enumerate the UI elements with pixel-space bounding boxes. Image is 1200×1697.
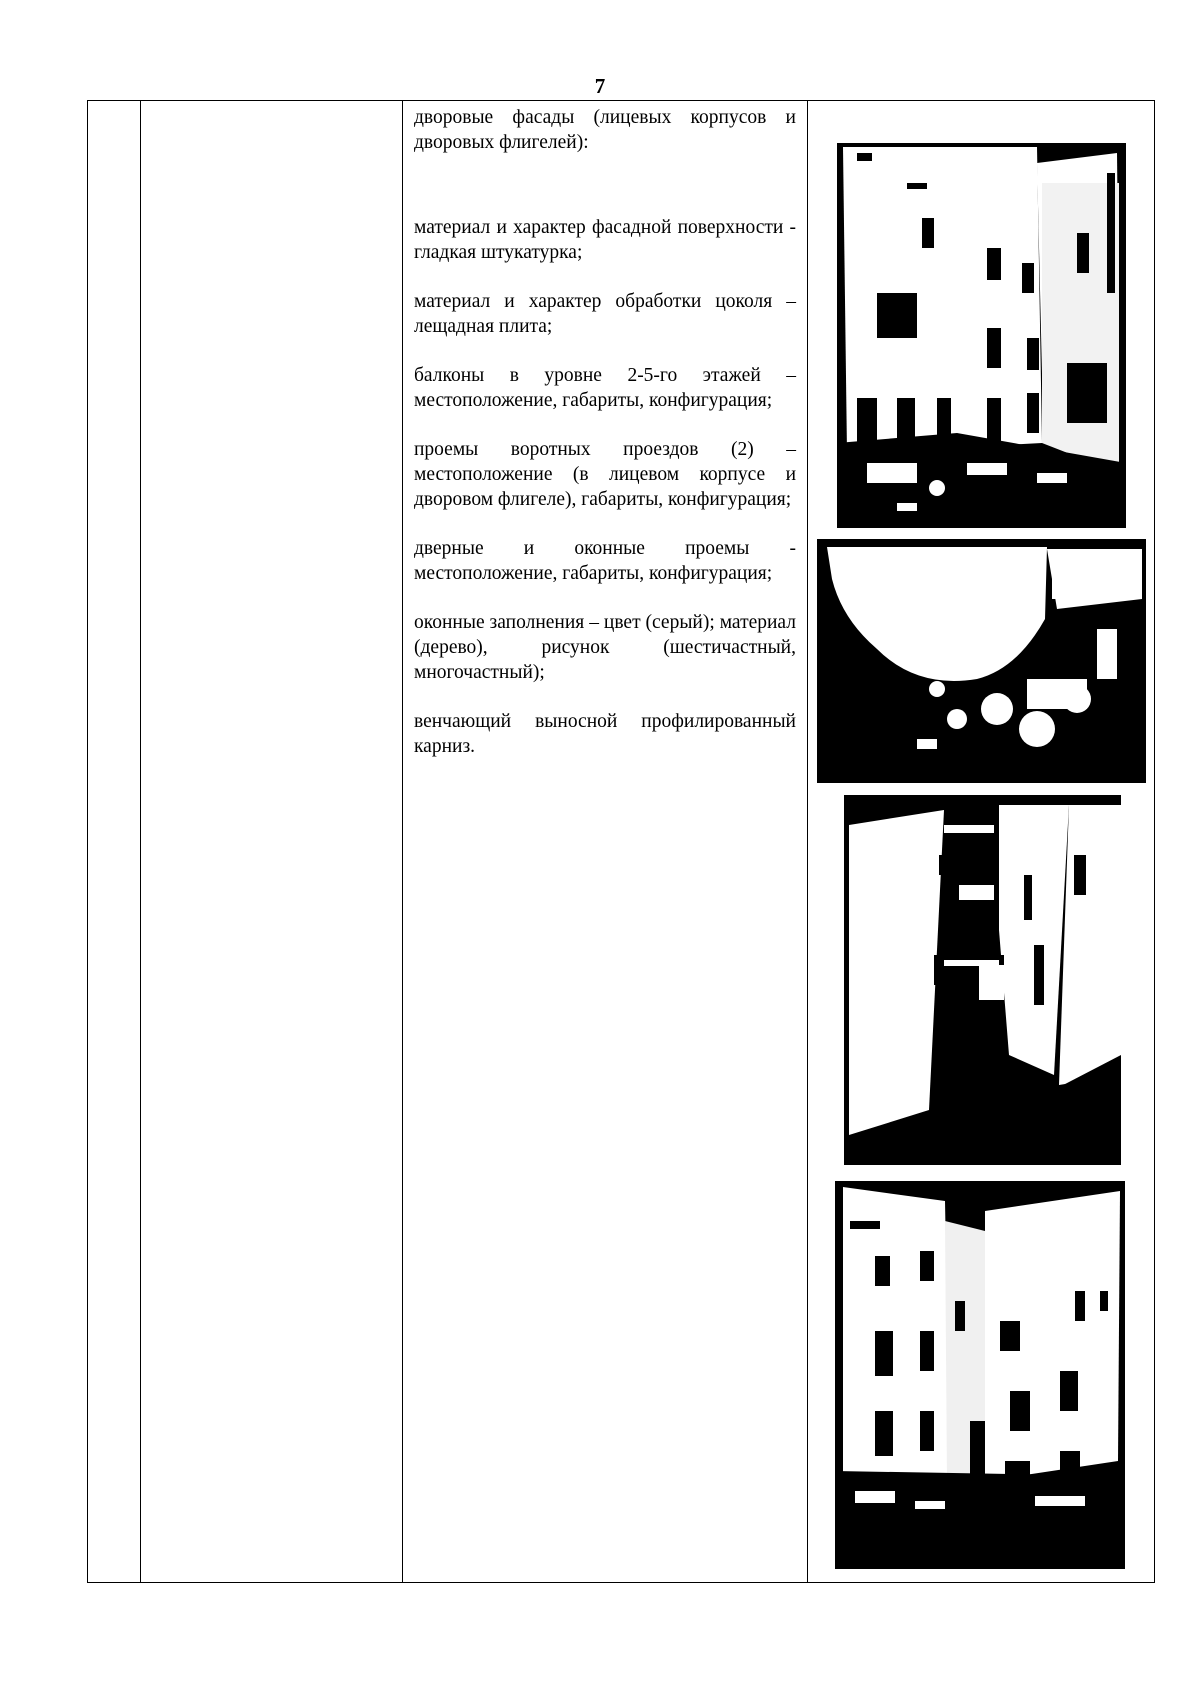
photo-courtyard-facade-1	[837, 143, 1126, 528]
document-table	[87, 100, 1155, 1583]
text-item: материал и характер фасадной поверхности - гладкая штукатурка;	[414, 217, 796, 263]
photo-courtyard-facade-2	[835, 1181, 1125, 1569]
page-number: 7	[594, 74, 606, 98]
text-item: материал и характер обработки цоколя – лещадная плита;	[414, 291, 796, 337]
text-item: балконы в уровне 2-5-го этажей – местоположение, габариты, конфигурация;	[414, 365, 796, 411]
text-item: дворовые фасады (лицевых корпусов и дворовых флигелей):	[414, 107, 796, 153]
text-item: венчающий выносной профилированный карниз.	[414, 711, 796, 757]
photo-courtyard-sky	[817, 539, 1146, 783]
text-item: проемы воротных проездов (2) – местоположение (в лицевом корпусе и дворовом флигеле), габариты, конфигурация;	[414, 439, 796, 510]
column-divider	[402, 101, 403, 1582]
description-column	[414, 101, 796, 783]
photo-courtyard-balconies	[844, 795, 1121, 1165]
text-item: дверные и оконные проемы - местоположение, габариты, конфигурация;	[414, 538, 796, 584]
text-item: оконные заполнения – цвет (серый); материал (дерево), рисунок (шестичастный, многочастный);	[414, 612, 796, 683]
column-divider	[807, 101, 808, 1582]
column-divider	[140, 101, 141, 1582]
